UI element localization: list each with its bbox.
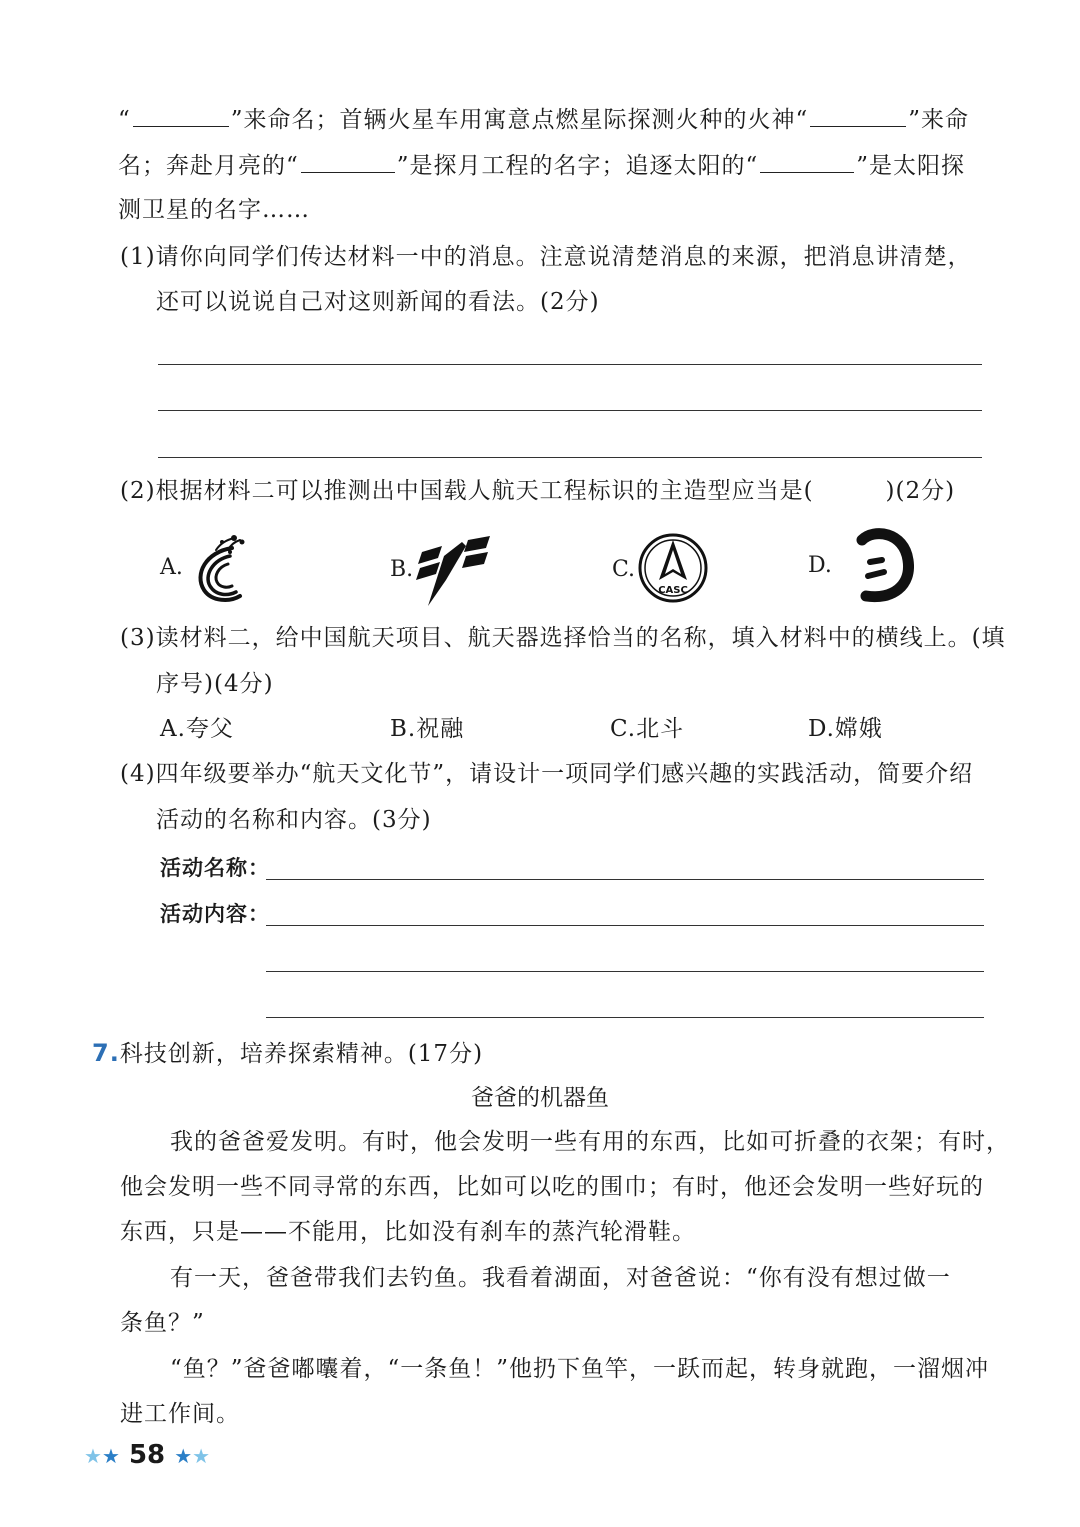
satellite-streak-logo-icon [416,536,494,608]
story-p2-line-2: 条鱼？” [120,1310,205,1336]
q1-answer-line-3[interactable] [158,457,982,458]
blank-2[interactable] [810,104,906,127]
casc-emblem-text: CASC [658,585,688,596]
intro-text-2c: ”是太阳探 [856,153,966,179]
intro-text-2b: ”是探月工程的名字；追逐太阳的“ [396,153,759,179]
q7-heading [92,1037,483,1070]
casc-emblem-icon [637,532,709,604]
q7-number: 7. [92,1039,120,1067]
q2-option-c-label[interactable]: C. [612,557,636,582]
story-p1-line-1: 我的爸爸爱发明。有时，他会发明一些有用的东西，比如可折叠的衣架；有时， [170,1129,1010,1155]
q7-title: 科技创新，培养探索精神。(17分) [119,1041,484,1067]
activity-content-line-1[interactable] [266,925,984,926]
q1-line-2: 还可以说说自己对这则新闻的看法。(2分) [156,289,600,315]
activity-content-label: 活动内容： [160,902,270,926]
story-p3-line-1: “鱼？”爸爸嘟囔着，“一条鱼！”他扔下鱼竿，一跃而起，转身就跑，一溜烟冲 [170,1356,990,1382]
activity-content-line-2[interactable] [266,971,984,972]
q3-option-d[interactable]: D.嫦娥 [808,716,883,742]
intro-line-3: 测卫星的名字…… [118,197,310,223]
intro-text-2a: 名；奔赴月亮的“ [118,153,299,179]
q1-answer-line-1[interactable] [158,364,982,365]
blank-1[interactable] [133,104,229,127]
story-title: 爸爸的机器鱼 [471,1085,609,1111]
star-icon: ★ [101,1444,120,1468]
intro-text-1c: ”来命 [908,107,970,133]
intro-line-1 [118,104,969,136]
q1-line-1: (1)请你向同学们传达材料一中的消息。注意说清楚消息的来源，把消息讲清楚， [120,244,972,270]
q2-option-d-label[interactable]: D. [808,553,832,578]
page-number-footer [84,1438,210,1473]
brush-stroke-logo-icon [852,526,914,604]
q3-option-c[interactable]: C.北斗 [610,716,685,742]
story-p1-line-3: 东西，只是——不能用，比如没有刹车的蒸汽轮滑鞋。 [120,1219,696,1245]
q2-option-b-label[interactable]: B. [390,557,414,582]
q2-stem: (2)根据材料二可以推测出中国载人航天工程标识的主造型应当是( )(2分) [120,478,956,504]
q4-line-2: 活动的名称和内容。(3分) [156,807,432,833]
page-number: 58 [128,1440,166,1470]
activity-name-label: 活动名称： [160,856,270,880]
star-icon: ★ [84,1444,102,1468]
intro-quote-open: “ [118,107,131,133]
q2-option-a-label[interactable]: A. [160,555,183,580]
q1-answer-line-2[interactable] [158,410,982,411]
blank-4[interactable] [760,150,854,173]
story-p1-line-2: 他会发明一些不同寻常的东西，比如可以吃的围巾；有时，他还会发明一些好玩的 [120,1174,984,1200]
activity-name-field[interactable] [266,879,984,880]
story-p2-line-1: 有一天，爸爸带我们去钓鱼。我看着湖面，对爸爸说：“你有没有想过做一 [170,1265,951,1291]
q3-option-a[interactable]: A.夸父 [160,716,234,742]
q3-line-1: (3)读材料二，给中国航天项目、航天器选择恰当的名称，填入材料中的横线上。(填 [120,625,1006,651]
star-icon: ★ [192,1444,211,1468]
q3-option-b[interactable]: B.祝融 [390,716,465,742]
star-icon: ★ [174,1444,193,1468]
intro-line-2 [118,150,965,182]
arc-rings-logo-icon [186,530,258,606]
q4-line-1: (4)四年级要举办“航天文化节”，请设计一项同学们感兴趣的实践活动，简要介绍 [120,761,974,787]
intro-text-1b: ”来命名；首辆火星车用寓意点燃星际探测火种的火神“ [230,107,809,133]
story-p3-line-2: 进工作间。 [120,1401,240,1427]
blank-3[interactable] [301,150,395,173]
activity-content-line-3[interactable] [266,1017,984,1018]
q3-line-2: 序号)(4分) [156,671,274,697]
